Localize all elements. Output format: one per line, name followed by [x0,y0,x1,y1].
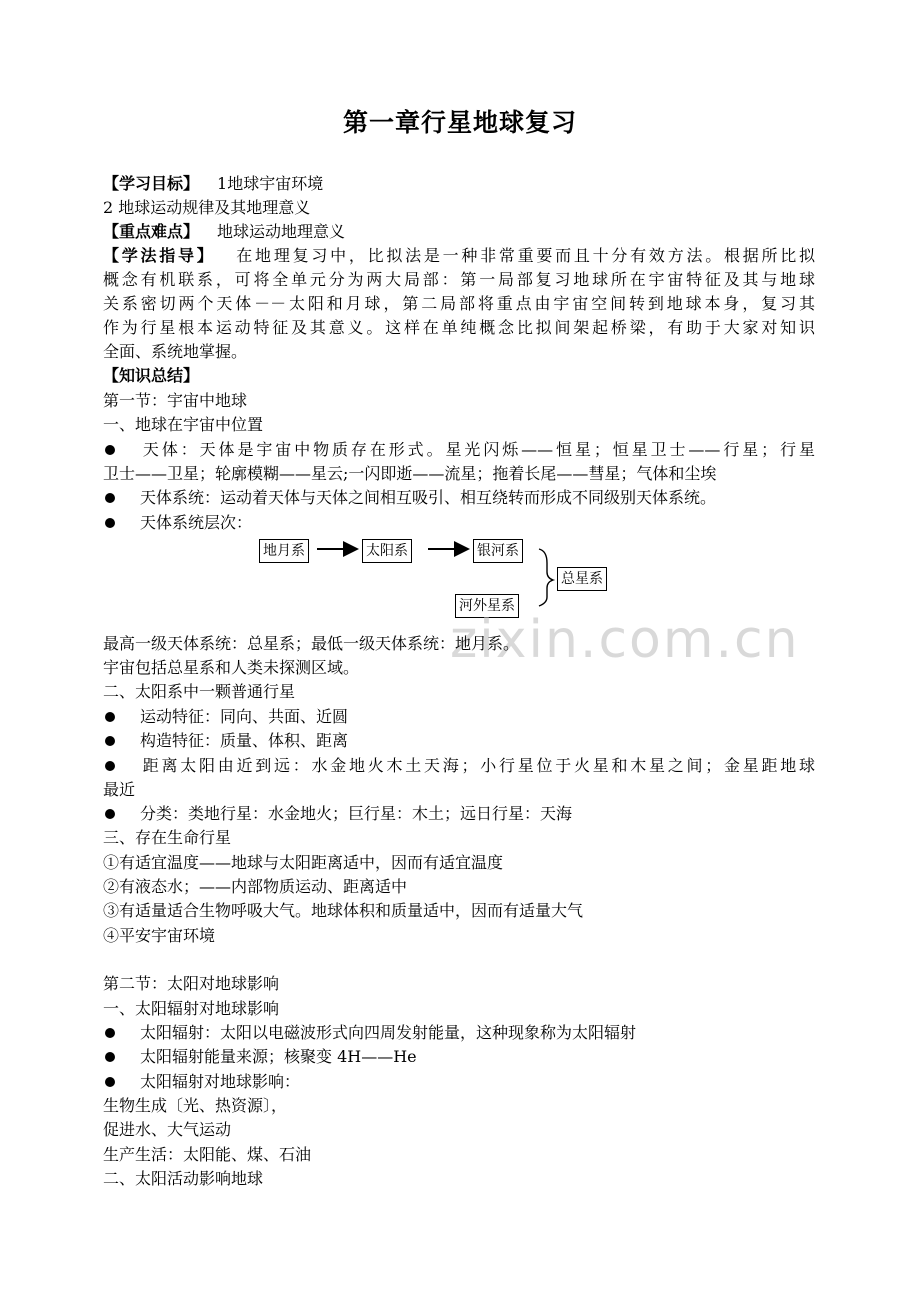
section1-part2: 二、太阳系中一颗普通行星 [103,682,296,701]
section2-part1: 一、太阳辐射对地球影响 [103,999,280,1018]
section2-heading: 第二节：太阳对地球影响 [103,974,280,993]
brace [539,549,553,606]
bullet-structure: 构造特征：质量、体积、距离 [103,729,815,753]
method-line-4: 作为行星根本运动特征及其意义。这样在单纯概念比拟间架起桥梁，有助于大家对知识 [103,318,815,337]
section1-heading: 第一节：宇宙中地球 [103,391,248,410]
page-title: 第一章行星地球复习 [342,108,577,137]
goal-item-2: 2 地球运动规律及其地理意义 [103,198,311,217]
section1-part1: 一、地球在宇宙中位置 [103,415,264,434]
effect-item-2: 促进水、大气运动 [103,1120,232,1139]
watermark: zixin.com.cn [450,610,800,670]
method-line-1: 【学法指导】 在地理复习中，比拟法是一种非常重要而且十分有效方法。根据所比拟 [103,246,815,265]
goal-item-1: 1地球宇宙环境 [217,174,324,193]
life-item-3: ③有适量适合生物呼吸大气。地球体积和质量适中，因而有适量大气 [103,901,584,920]
bullet-distance: 距离太阳由近到远：水金地火木土天海；小行星位于火星和木星之间；金星距地球 [103,754,815,778]
bullet-icon [105,761,115,771]
method-line-2: 概念有机联系，可将全单元分为两大局部：第一局部复习地球所在宇宙特征及其与地球 [103,270,815,289]
life-item-4: ④平安宇宙环境 [103,926,216,945]
goal-label: 【学习目标】 [103,174,200,193]
section2-part2: 二、太阳活动影响地球 [103,1169,264,1188]
summary-label: 【知识总结】 [103,366,200,385]
universe: 宇宙包括总星系和人类未探测区域。 [103,658,360,677]
key-label: 【重点难点】 [103,222,200,241]
bullet-icon [105,712,115,722]
box-extragalactic: 河外星系 [455,594,519,618]
box-total: 总星系 [557,567,607,591]
bullet-motion: 运动特征：同向、共面、近圆 [103,705,815,729]
key-text: 地球运动地理意义 [217,222,346,241]
box-earth-moon: 地月系 [259,539,309,563]
effect-item-1: 生物生成〔光、热资源〕， [103,1096,288,1115]
bullet-icon [105,1028,115,1038]
life-item-2: ②有液态水；——内部物质运动、距离适中 [103,877,408,896]
bullet-celestial: 天体：天体是宇宙中物质存在形式。星光闪烁——恒星；恒星卫士——行星；行星 [103,438,815,462]
celestial-continued: 卫士——卫星；轮廓模糊——星云;一闪即逝——流星；拖着长尾——彗星；气体和尘埃 [103,464,717,483]
method-line-5: 全面、系统地掌握。 [103,342,248,361]
bullet-classes: 分类：类地行星：水金地火；巨行星：木土；远日行星：天海 [103,802,815,826]
highest-system: 最高一级天体系统：总星系；最低一级天体系统：地月系。 [103,634,520,653]
distance-continued: 最近 [103,780,136,799]
section1-part3: 三、存在生命行星 [103,828,232,847]
bullet-impact: 太阳辐射对地球影响： [103,1070,815,1094]
bullet-icon [105,809,115,819]
life-item-1: ①有适宜温度——地球与太阳距离适中，因而有适宜温度 [103,853,504,872]
bullet-source: 太阳辐射能量来源；核聚变 4H——He [103,1045,815,1069]
bullet-icon [105,1077,115,1087]
bullet-icon [105,736,115,746]
method-line-3: 关系密切两个天体－－太阳和月球，第二局部将重点由宇宙空间转到地球本身，复习其 [103,294,815,313]
effect-item-3: 生产生活：太阳能、煤、石油 [103,1145,312,1164]
bullet-icon [105,1052,115,1062]
bullet-system: 天体系统：运动着天体与天体之间相互吸引、相互绕转而形成不同级别天体系统。 [103,486,815,510]
bullet-levels: 天体系统层次： [103,511,815,535]
method-label: 【学法指导】 [103,246,216,265]
bullet-radiation: 太阳辐射：太阳以电磁波形式向四周发射能量，这种现象称为太阳辐射 [103,1021,815,1045]
box-solar: 太阳系 [362,539,412,563]
diagram-connectors [0,0,920,620]
box-galaxy: 银河系 [473,539,523,563]
